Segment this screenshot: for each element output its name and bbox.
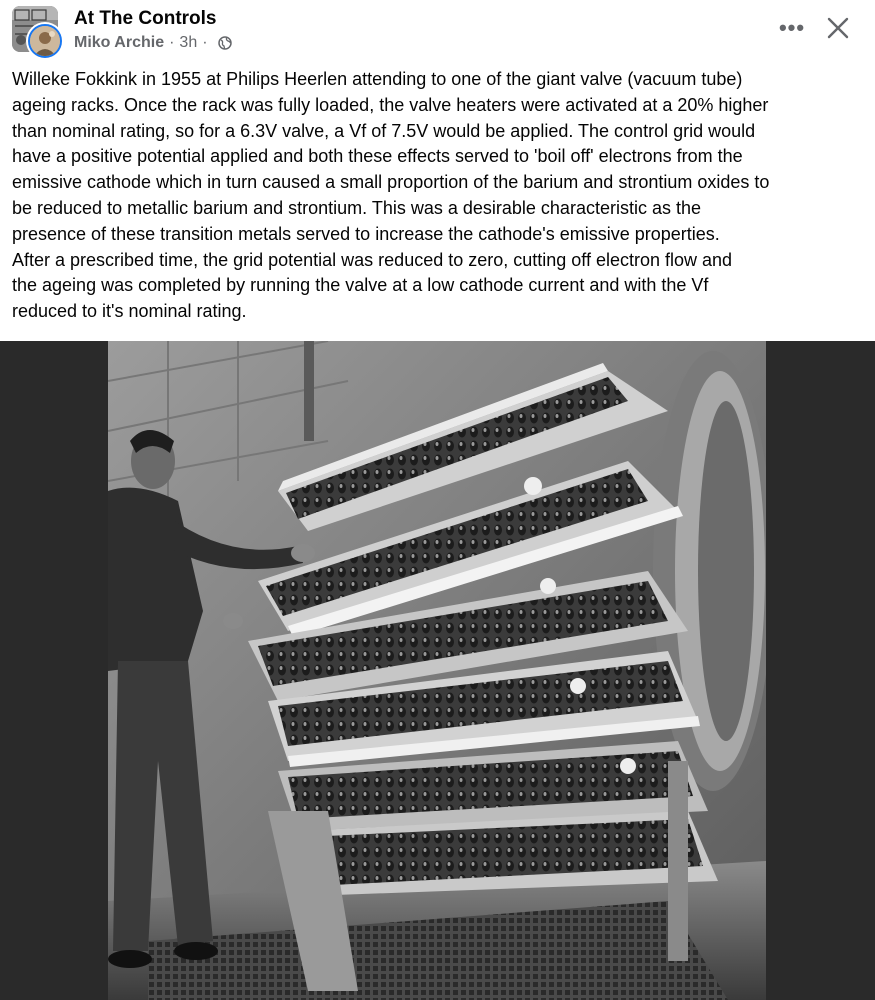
post-meta (74, 34, 232, 52)
post-time[interactable]: 3h (179, 34, 198, 51)
globe-icon[interactable] (218, 36, 232, 50)
meta-separator-2: · (202, 34, 208, 51)
post-header (0, 0, 875, 66)
more-options-icon[interactable]: ••• (778, 15, 806, 40)
post-photo[interactable] (108, 341, 766, 1000)
meta-separator: · (169, 34, 175, 51)
post-photo-frame[interactable] (0, 341, 875, 1000)
group-name[interactable]: At The Controls (74, 8, 217, 29)
close-icon[interactable] (820, 10, 856, 46)
author-name[interactable]: Miko Archie (74, 34, 165, 51)
author-avatar-icon[interactable] (26, 22, 64, 60)
post-body-text: Willeke Fokkink in 1955 at Philips Heerlen attending to one of the giant valve (vacuum tube) ageing racks. Once the rack was fully loaded, the valve heaters were activated at a 20% higher than nominal rating, so for a 6.3V valve, a Vf of 7.5V would be applied. The control grid would have a positive potential applied and both these effects served to 'boil off' electrons from the emissive cathode which in turn caused a small proportion of the barium and strontium oxides to be reduced to metallic barium and strontium. This was a desirable characteristic as the presence of these transition metals served to increase the cathode's emissive properties. After a prescribed time, the grid potential was reduced to zero, cutting off electron flow and the ageing was completed by running the valve at a low cathode current and with the Vf reduced to it's nominal rating. (12, 69, 770, 322)
